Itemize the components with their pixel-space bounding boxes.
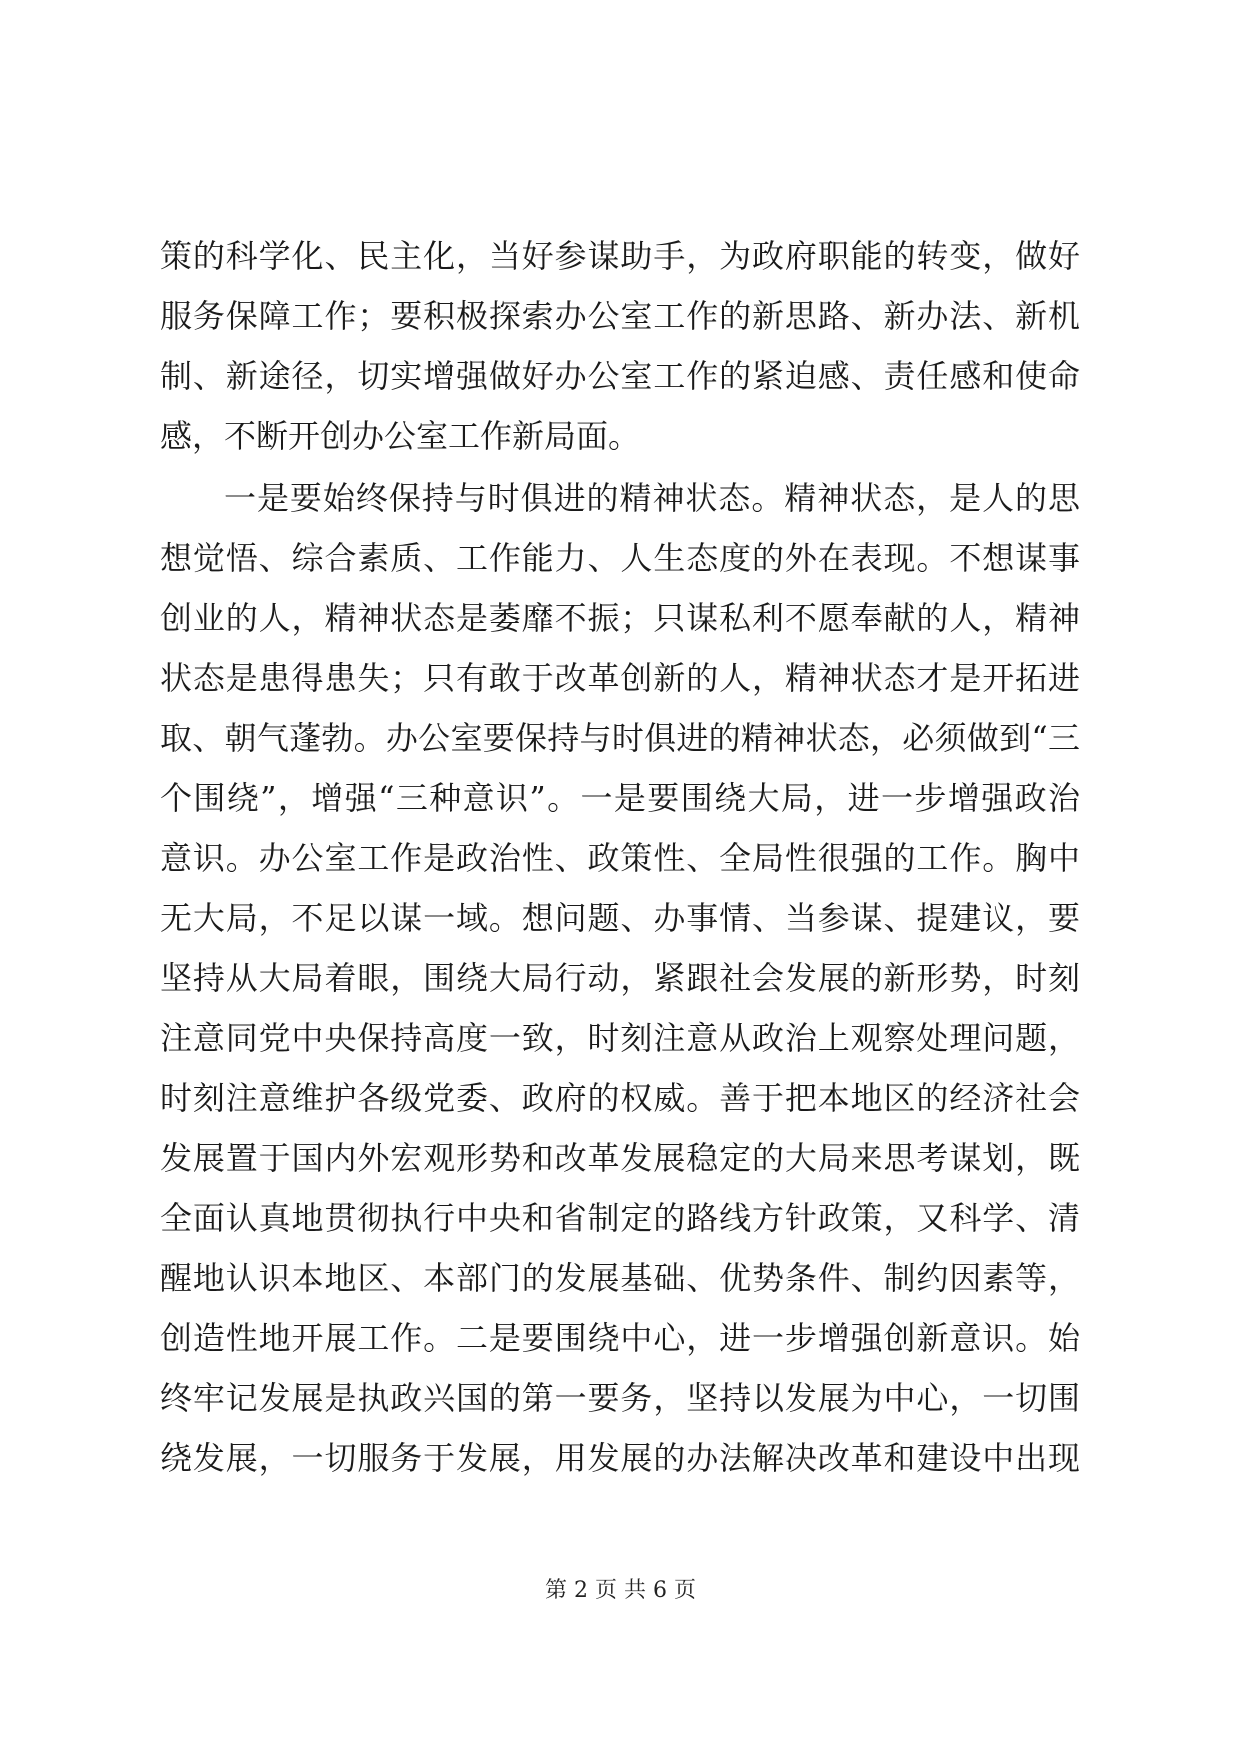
text-line: 终牢记发展是执政兴国的第一要务，坚持以发展为中心，一切围 — [160, 1379, 1080, 1417]
text-line: 时刻注意维护各级党委、政府的权威。善于把本地区的经济社会 — [160, 1079, 1080, 1117]
text-line: 绕发展，一切服务于发展，用发展的办法解决改革和建设中出现 — [160, 1439, 1080, 1477]
text-line: 感，不断开创办公室工作新局面。 — [160, 417, 641, 455]
text-line: 坚持从大局着眼，围绕大局行动，紧跟社会发展的新形势，时刻 — [160, 959, 1080, 997]
text-line: 创业的人，精神状态是萎靡不振；只谋私利不愿奉献的人，精神 — [160, 599, 1080, 637]
text-line: 意识。办公室工作是政治性、政策性、全局性很强的工作。胸中 — [160, 839, 1080, 877]
text-line: 创造性地开展工作。二是要围绕中心，进一步增强创新意识。始 — [160, 1319, 1080, 1357]
text-line: 个围绕”，增强“三种意识”。一是要围绕大局，进一步增强政治 — [160, 779, 1080, 817]
text-line: 想觉悟、综合素质、工作能力、人生态度的外在表现。不想谋事 — [160, 539, 1080, 577]
paragraph-1 — [160, 226, 1080, 466]
text-line: 发展置于国内外宏观形势和改革发展稳定的大局来思考谋划，既 — [160, 1139, 1080, 1177]
text-line: 取、朝气蓬勃。办公室要保持与时俱进的精神状态，必须做到“三 — [160, 719, 1080, 757]
text-line: 制、新途径，切实增强做好办公室工作的紧迫感、责任感和使命 — [160, 357, 1080, 395]
paragraph-2 — [160, 468, 1080, 1488]
text-line: 醒地认识本地区、本部门的发展基础、优势条件、制约因素等， — [160, 1259, 1080, 1297]
text-line: 一是要始终保持与时俱进的精神状态。精神状态，是人的思 — [224, 479, 1080, 517]
page-footer: 第 2 页 共 6 页 — [545, 1578, 696, 1603]
text-line: 策的科学化、民主化，当好参谋助手，为政府职能的转变，做好 — [160, 237, 1080, 275]
text-line: 注意同党中央保持高度一致，时刻注意从政治上观察处理问题， — [160, 1019, 1080, 1057]
text-line: 全面认真地贯彻执行中央和省制定的路线方针政策，又科学、清 — [160, 1199, 1080, 1237]
text-line: 服务保障工作；要积极探索办公室工作的新思路、新办法、新机 — [160, 297, 1080, 335]
text-line: 状态是患得患失；只有敢于改革创新的人，精神状态才是开拓进 — [160, 659, 1080, 697]
document-body — [160, 226, 1080, 1488]
text-line: 无大局，不足以谋一域。想问题、办事情、当参谋、提建议，要 — [160, 899, 1080, 937]
